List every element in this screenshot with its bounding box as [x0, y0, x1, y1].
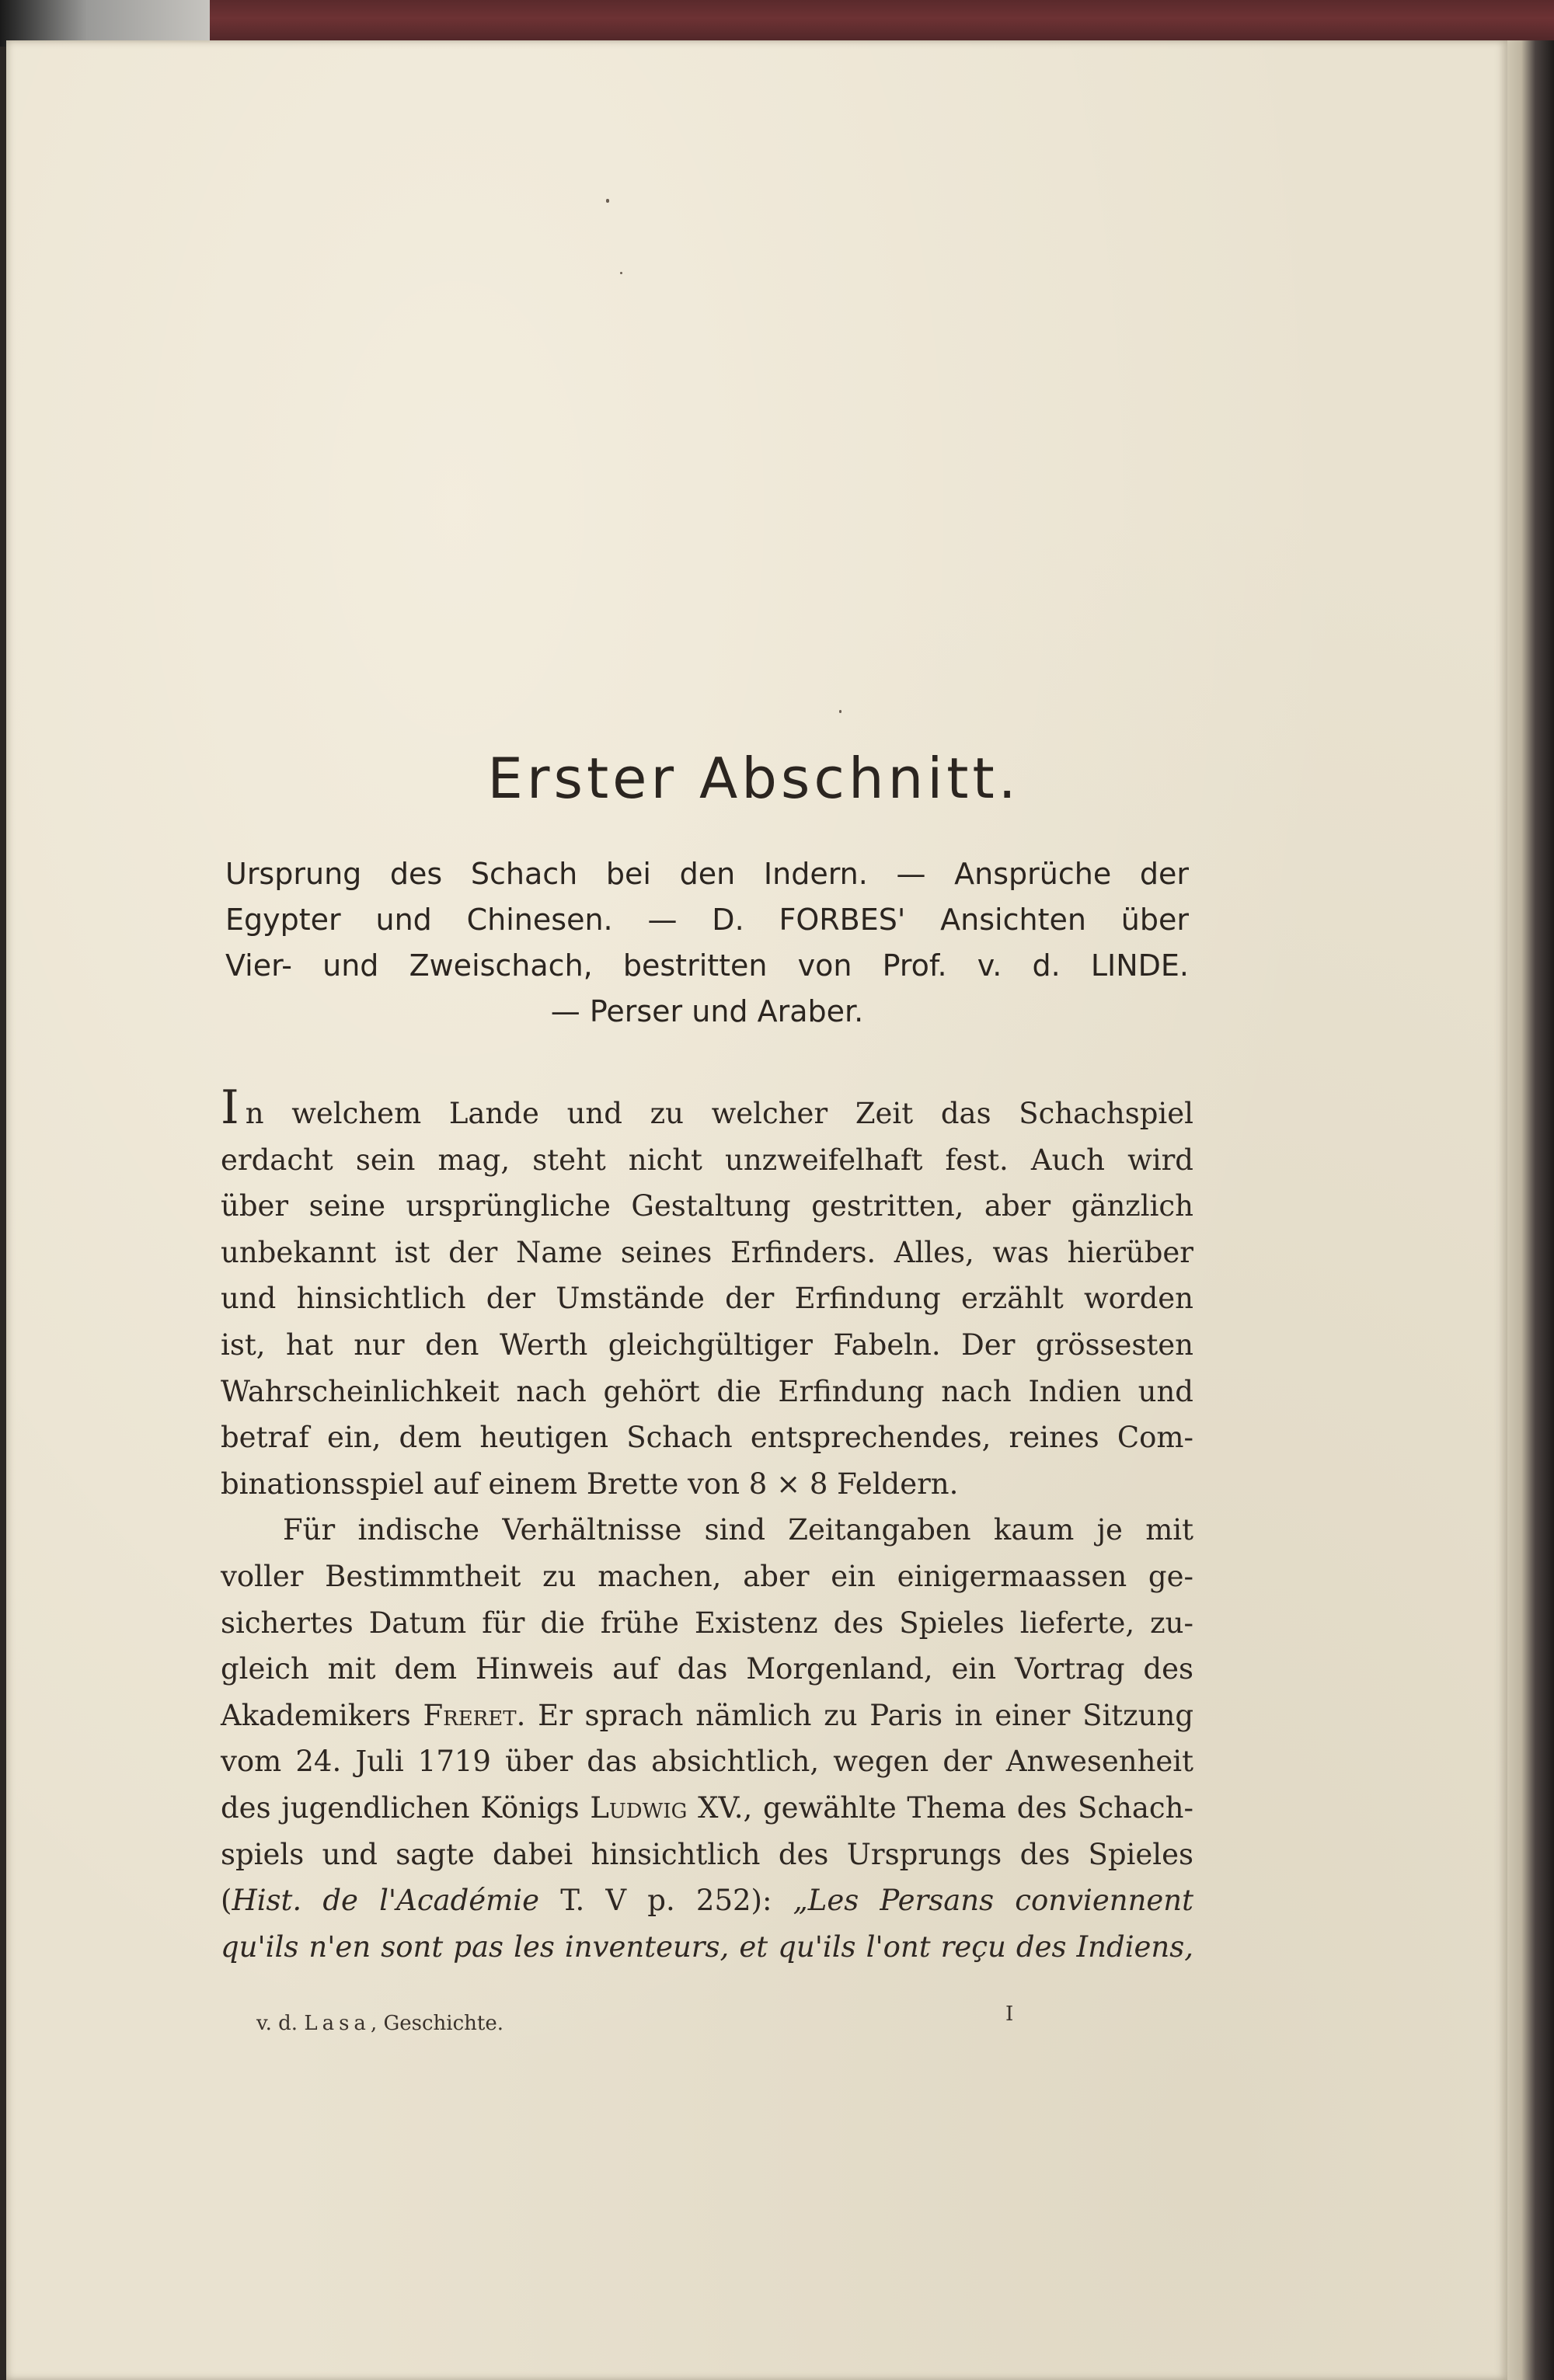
paper-speck — [620, 272, 622, 274]
book-spine — [210, 0, 1554, 47]
quotation-start: „Les Persans conviennent — [793, 1884, 1194, 1918]
paragraph-2-line: qu'ils n'en sont pas les inventeurs, et qu'ils l'ont reçu des Indiens, — [221, 1929, 1193, 1964]
person-name-ludwig: Ludwig — [590, 1790, 688, 1825]
body-text — [221, 1080, 1194, 1970]
paragraph-2-line: spiels und sagte dabei hinsichtlich des Ursprungs des Spieles — [221, 1837, 1193, 1871]
page-edge — [1507, 40, 1554, 2380]
initial-letter: I — [221, 1080, 239, 1135]
paragraph-1-line: Wahrscheinlichkeit nach gehört die Erfindung nach Indien und — [221, 1374, 1193, 1408]
person-name-freret: Freret — [423, 1698, 517, 1732]
paragraph-2-line: Akademikers Freret. Er sprach nämlich zu Paris in einer Sitzung — [221, 1698, 1194, 1732]
summary-line: Vier- und Zweischach, bestritten von Prof. v. d. LINDE. — [225, 948, 1189, 983]
summary-line: Ursprung des Schach bei den Indern. — Ansprüche der — [225, 857, 1189, 891]
summary-line: — Perser und Araber. — [550, 994, 864, 1028]
paragraph-2-line: Für indische Verhältnisse sind Zeitangaben kaum je mit — [283, 1513, 1193, 1547]
summary-line: Egypter und Chinesen. — D. FORBES' Ansichten über — [225, 903, 1189, 937]
paragraph-1-line: und hinsichtlich der Umstände der Erfindung erzählt worden — [221, 1282, 1193, 1316]
sheet-number: I — [1005, 2002, 1014, 2026]
paragraph-1-line: binationsspiel auf einem Brette von 8 × 8 Feldern. — [221, 1467, 959, 1501]
paragraph-1-line: erdacht sein mag, steht nicht unzweifelhaft fest. Auch wird — [221, 1143, 1193, 1177]
paragraph-1-line: unbekannt ist der Name seines Erfinders. Alles, was hierüber — [221, 1235, 1193, 1269]
paragraph-1-line: betraf ein, dem heutigen Schach entsprechendes, reines Com- — [221, 1421, 1193, 1455]
cover-edge — [0, 0, 218, 47]
paragraph-1-line: über seine ursprüngliche Gestaltung gestritten, aber gänzlich — [221, 1189, 1193, 1223]
paragraph-2-line: sichertes Datum für die frühe Existenz des Spieles lieferte, zu- — [221, 1606, 1193, 1640]
citation-title: Hist. de l'Académie — [232, 1884, 540, 1918]
paragraph-1-line: In welchem Lande und zu welcher Zeit das Schachspiel — [221, 1080, 1193, 1135]
paragraph-2-line: gleich mit dem Hinweis auf das Morgenland, ein Vortrag des — [221, 1652, 1193, 1686]
chapter-title: Erster Abschnitt. — [487, 746, 1020, 811]
paragraph-1-line: ist, hat nur den Werth gleichgültiger Fabeln. Der grössesten — [221, 1327, 1193, 1362]
paper-speck — [606, 199, 609, 203]
paragraph-2-line: voller Bestimmtheit zu machen, aber ein einigermaassen ge- — [221, 1559, 1193, 1593]
paragraph-2-line: (Hist. de l'Académie T. V p. 252): „Les Persans conviennent — [221, 1884, 1194, 1918]
paper-speck — [839, 710, 841, 713]
signature-author: Lasa — [304, 2012, 371, 2035]
signature-line: v. d. Lasa, Geschichte. — [256, 2012, 503, 2035]
paragraph-2-line: des jugendlichen Königs Ludwig XV., gewählte Thema des Schach- — [221, 1790, 1193, 1825]
paragraph-2-line: vom 24. Juli 1719 über das absichtlich, wegen der Anwesenheit — [221, 1745, 1193, 1779]
chapter-summary — [225, 851, 1189, 1035]
